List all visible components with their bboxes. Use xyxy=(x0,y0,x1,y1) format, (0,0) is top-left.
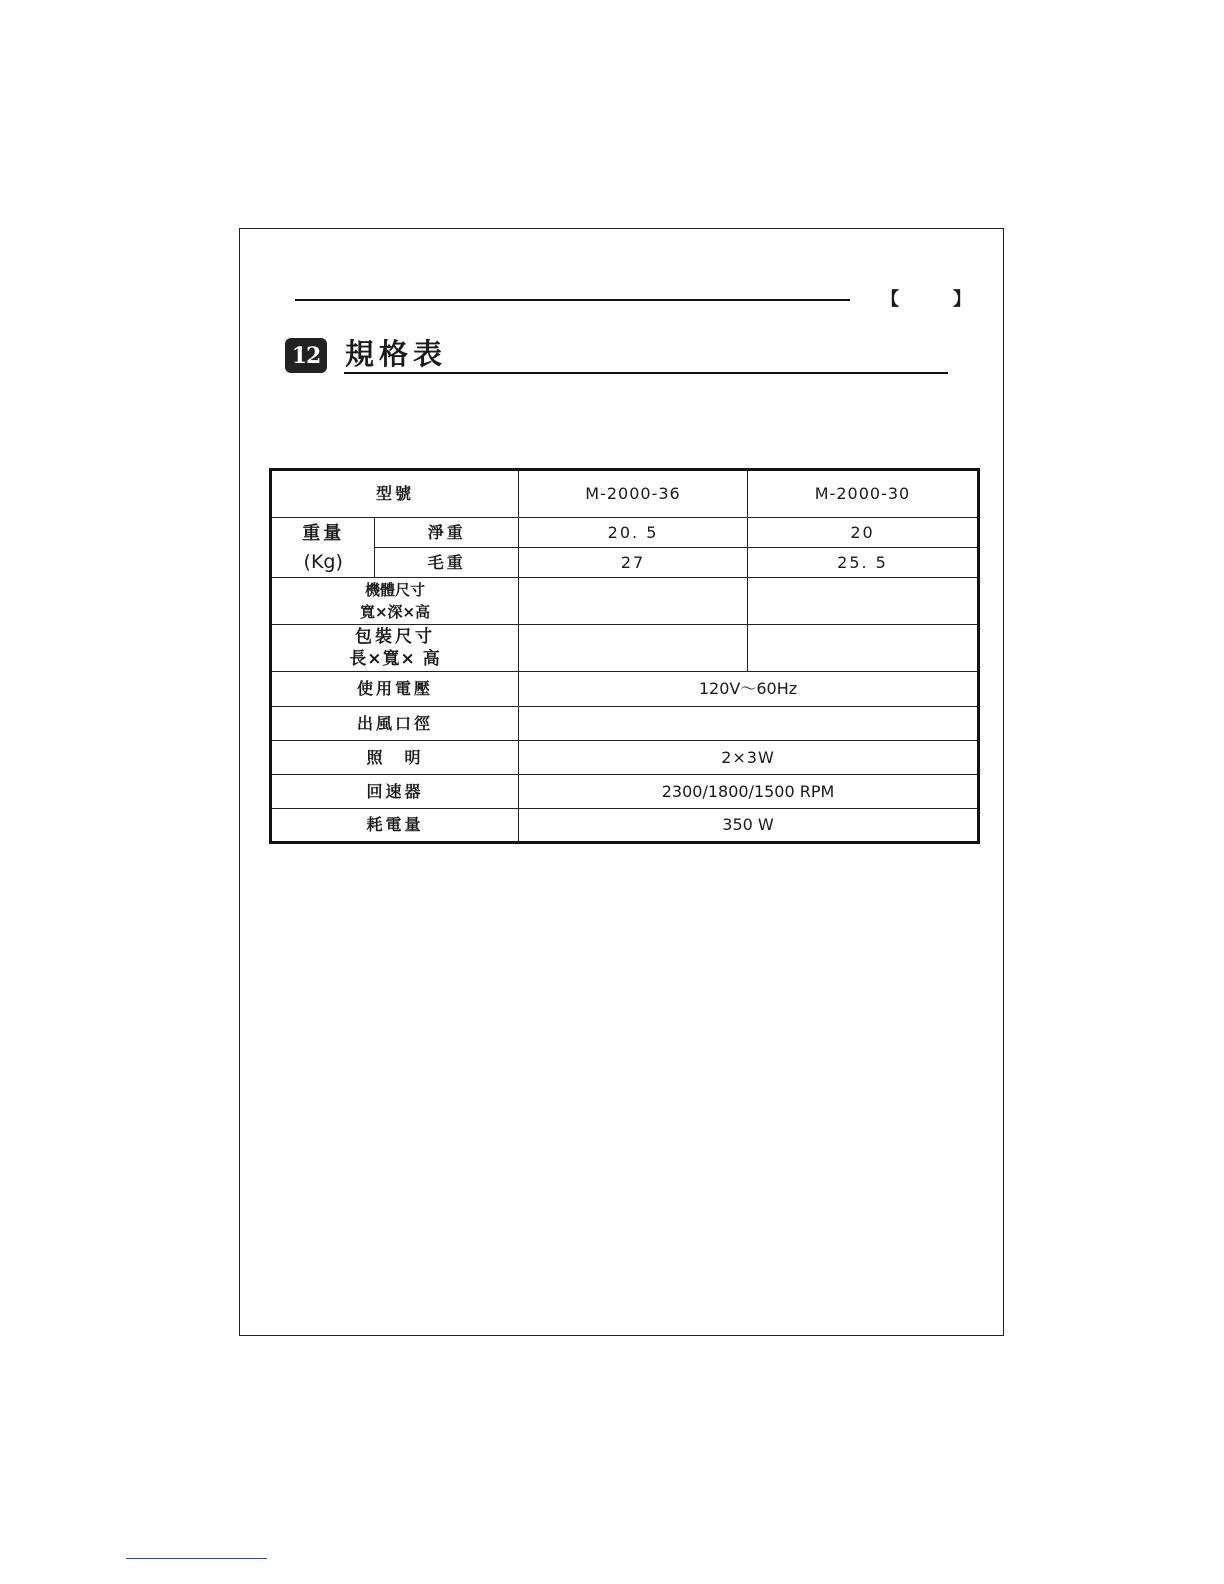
package-size-line1: 包裝尺寸 xyxy=(355,627,436,647)
header-bracket-left: 【 xyxy=(881,289,899,310)
net-weight-1: 20. 5 xyxy=(519,518,748,548)
weight-label-cell xyxy=(271,518,375,578)
footer-rule xyxy=(126,1558,267,1559)
package-size-label xyxy=(271,625,519,672)
voltage-label: 使用電壓 xyxy=(271,672,519,707)
weight-label: 重量 xyxy=(302,522,345,544)
model-1: M-2000-36 xyxy=(519,470,748,518)
model-label: 型號 xyxy=(271,470,519,518)
table-row xyxy=(271,775,979,809)
spec-table xyxy=(269,468,980,844)
table-row xyxy=(271,741,979,775)
lighting-value: 2×3W xyxy=(519,741,979,775)
package-size-2 xyxy=(748,625,979,672)
body-size-line2: 寬×深×高 xyxy=(359,603,431,621)
section-number-badge: 12 xyxy=(285,338,327,373)
table-row xyxy=(271,672,979,707)
power-label: 耗電量 xyxy=(271,809,519,843)
power-value: 350 W xyxy=(519,809,979,843)
net-weight-2: 20 xyxy=(748,518,979,548)
lighting-label: 照 明 xyxy=(271,741,519,775)
table-row xyxy=(271,470,979,518)
gross-weight-label: 毛重 xyxy=(375,548,519,578)
title-rule xyxy=(344,372,948,374)
table-row xyxy=(271,518,979,548)
body-size-2 xyxy=(748,578,979,625)
header-bracket-right: 】 xyxy=(953,289,971,310)
table-row xyxy=(271,548,979,578)
package-size-1 xyxy=(519,625,748,672)
voltage-value: 120V～60Hz xyxy=(519,672,979,707)
speed-value: 2300/1800/1500 RPM xyxy=(519,775,979,809)
outlet-label: 出風口徑 xyxy=(271,707,519,741)
table-row xyxy=(271,578,979,625)
speed-label: 回速器 xyxy=(271,775,519,809)
table-row xyxy=(271,625,979,672)
model-2: M-2000-30 xyxy=(748,470,979,518)
body-size-1 xyxy=(519,578,748,625)
body-size-line1: 機體尺寸 xyxy=(365,581,426,599)
gross-weight-1: 27 xyxy=(519,548,748,578)
section-title: 規格表 xyxy=(345,337,448,371)
package-size-line2: 長×寬× 高 xyxy=(349,649,441,669)
gross-weight-2: 25. 5 xyxy=(748,548,979,578)
header-rule xyxy=(295,299,850,301)
net-weight-label: 淨重 xyxy=(375,518,519,548)
table-row xyxy=(271,809,979,843)
weight-unit: (Kg) xyxy=(303,550,343,573)
table-row xyxy=(271,707,979,741)
outlet-value xyxy=(519,707,979,741)
body-size-label xyxy=(271,578,519,625)
